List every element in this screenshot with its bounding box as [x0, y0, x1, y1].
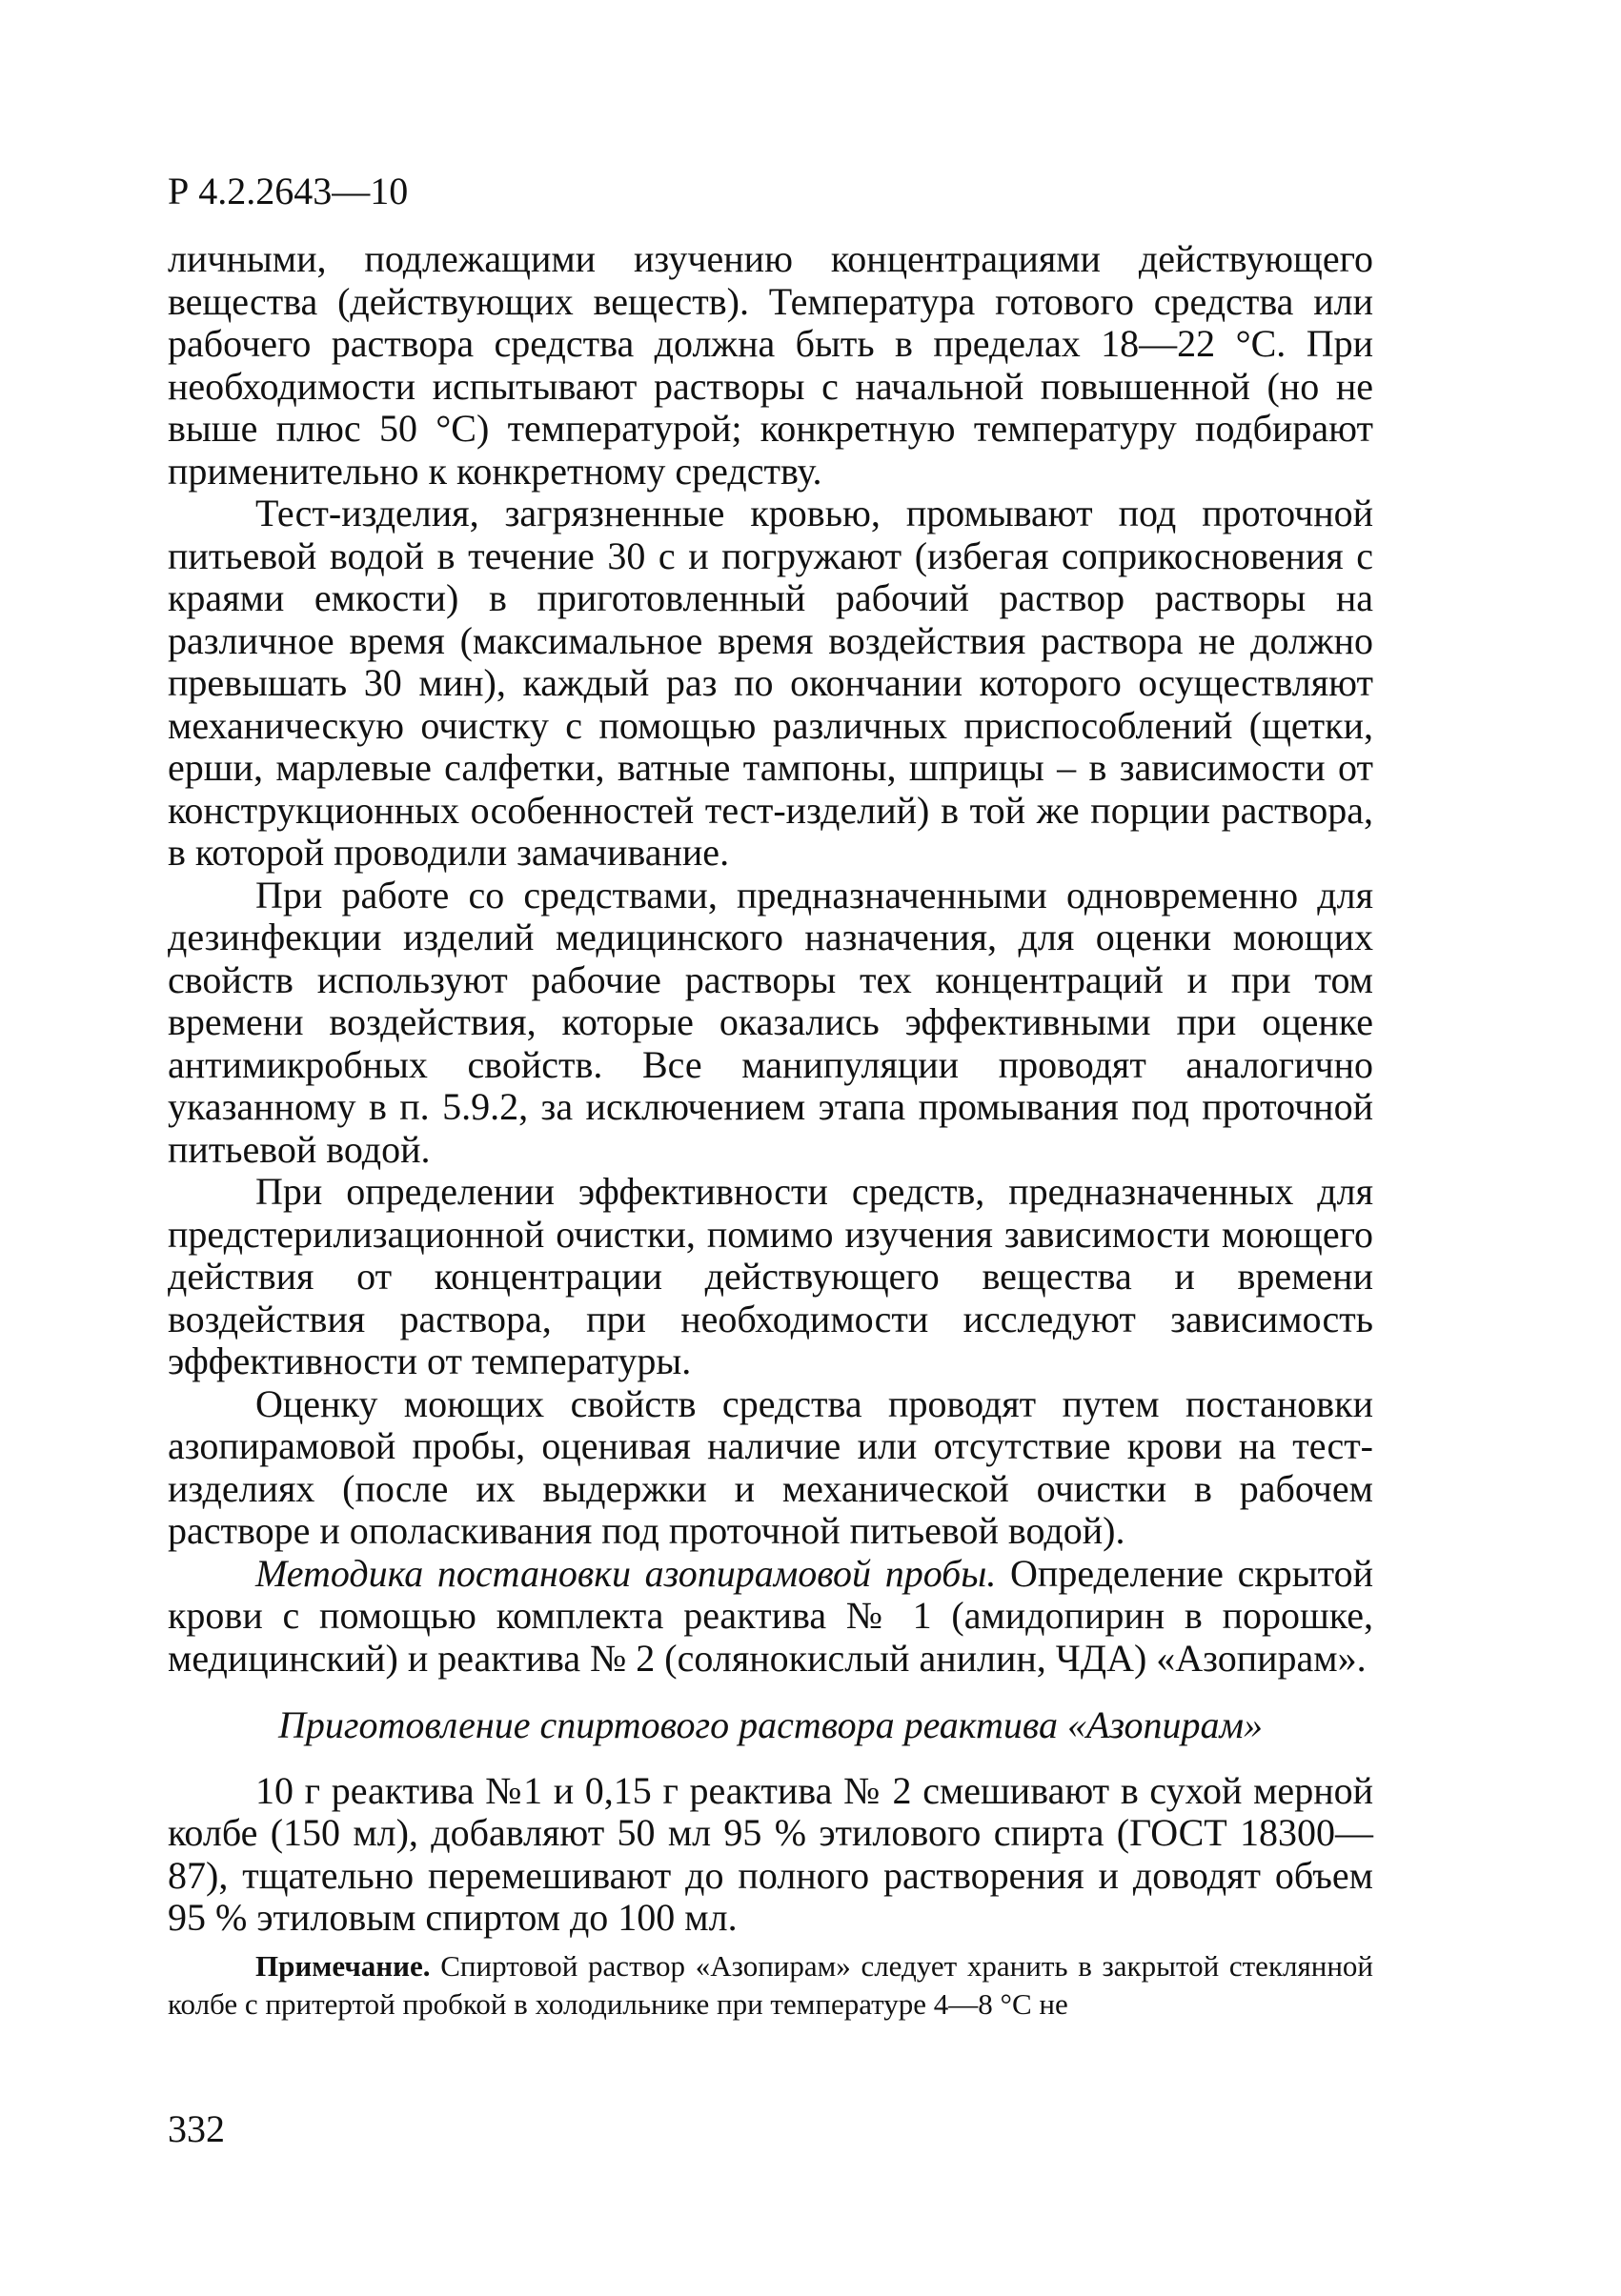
paragraph-azopyram-method: [168, 1553, 1373, 1681]
paragraph-washing-properties: Оценку моющих свойств средства проводят путем постановки азопирамовой пробы, оценивая наличие или отсутствие крови на тест-изделиях (после их выдержки и механической очистки в рабочем растворе и ополаскивания под проточной питьевой водой).: [168, 1381, 1373, 1552]
paragraph-continuation: личными, подлежащими изучению концентрациями действующего вещества (действующих веществ). Температура готового средства или рабочего раствора средства должна быть в пределах 18—22 °С. При необходимости испытывают растворы с начальной повышенной (но не выше плюс 50 °С) температурой; конкретную температуру подбирают применительно к конкретному средству.: [168, 237, 1373, 493]
paragraph-presterilization: При определении эффективности средств, предназначенных для предстерилизационной очистки, помимо изучения зависимости моющего действия от концентрации действующего вещества и времени воздействия раствора, при необходимости исследуют зависимость эффективности от температуры.: [168, 1170, 1373, 1382]
method-title: Методика постановки азопирамовой пробы.: [255, 1551, 997, 1595]
paragraph-test-items: Тест-изделия, загрязненные кровью, промывают под проточной питьевой водой в течение 30 с и погружают (избегая соприкосновения с краями емкости) в приготовленный рабочий раствор растворы на различное время (максимальное время воздействия раствора не должно превышать 30 мин), каждый раз по окончании которого осуществляют механическую очистку с помощью различных приспособлений (щетки, ерши, марлевые салфетки, ватные тампоны, шприцы – в зависимости от конструкционных особенностей тест-изделий) в той же порции раствора, в которой проводили замачивание.: [168, 492, 1373, 874]
note-text: Спиртовой раствор «Азопирам» следует хранить в закрытой стеклянной колбе с притертой пробкой в холодильнике при температуре 4—8 °С не: [168, 1948, 1373, 2021]
method-text: Определение скрытой крови с помощью комплекта реактива № 1 (амидопирин в порошке, медицинский) и реактива № 2 (солянокислый анилин, ЧДА) «Азопирам».: [168, 1551, 1373, 1680]
note-label: Примечание.: [255, 1948, 431, 1983]
section-subheading: Приготовление спиртового раствора реактива «Азопирам»: [278, 1703, 1263, 1746]
paragraph-disinfection-means: При работе со средствами, предназначенными одновременно для дезинфекции изделий медицинского назначения, для оценки моющих свойств используют рабочие растворы тех концентраций и при том времени воздействия, которые оказались эффективными при оценке антимикробных свойств. Все манипуляции проводят аналогично указанному в п. 5.9.2, за исключением этапа промывания под проточной питьевой водой.: [168, 873, 1373, 1171]
note-paragraph: [168, 1947, 1373, 2024]
page-number: 332: [168, 2107, 225, 2150]
document-code-header: Р 4.2.2643—10: [168, 170, 409, 212]
paragraph-preparation: 10 г реактива №1 и 0,15 г реактива № 2 смешивают в сухой мерной колбе (150 мл), добавляют 50 мл 95 % этилового спирта (ГОСТ 18300—87), тщательно перемешивают до полного растворения и доводят объем 95 % этиловым спиртом до 100 мл.: [168, 1768, 1373, 1939]
body-text: [168, 238, 1373, 2024]
